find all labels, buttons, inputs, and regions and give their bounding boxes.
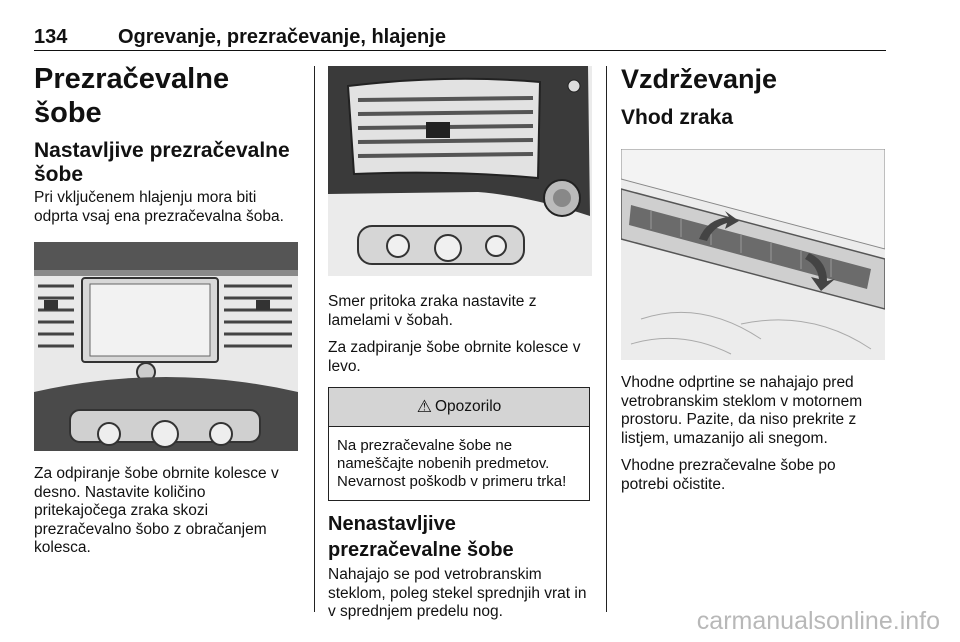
dashboard-vents-illustration — [34, 242, 298, 451]
body-paragraph: Za odpiranje šobe obrnite kolesce v desno. Nastavite količino pritekajočega zraka skozi prezračevalno šobo z obračanjem kolesca. — [34, 465, 279, 556]
warning-text: Na prezračevalne šobe ne nameščajte nobenih predmetov. Nevarnost poškodb v primeru trka! — [337, 437, 567, 490]
body-paragraph: Za zadpiranje šobe obrnite kolesce v levo. — [328, 339, 581, 375]
body-paragraph: Vhodne prezračevalne šobe po potrebi očistite. — [621, 457, 836, 493]
subsection-title: Vhod zraka — [621, 106, 734, 129]
intro-paragraph: Pri vključenem hlajenju mora biti odprta vsaj ena prezračevalna šoba. — [34, 189, 284, 225]
air-vent-closeup-illustration — [328, 66, 592, 276]
column-middle — [328, 62, 592, 622]
column-divider — [606, 66, 607, 612]
warning-header — [329, 388, 589, 427]
subsection-title: Nastavljive prezračevalne šobe — [34, 139, 290, 186]
column-right — [621, 62, 887, 494]
column-left — [34, 62, 300, 558]
body-paragraph: Vhodne odprtine se nahajajo pred vetrobranskim steklom v motornem prostoru. Pazite, da niso prekrite z listjem, umazanijo ali snegom. — [621, 374, 863, 447]
column-divider — [314, 66, 315, 612]
page-number: 134 — [34, 26, 68, 48]
warning-triangle-icon: ⚠ — [416, 397, 432, 416]
subsection-title: Nenastavljive prezračevalne šobe — [328, 513, 514, 561]
section-title: Vzdrževanje — [621, 64, 778, 94]
body-paragraph: Smer pritoka zraka nastavite z lamelami v šobah. — [328, 293, 537, 329]
warning-box — [328, 387, 590, 501]
page-header — [34, 22, 886, 51]
chapter-title: Ogrevanje, prezračevanje, hlajenje — [118, 26, 446, 48]
section-title: Prezračevalne šobe — [34, 63, 230, 129]
watermark-text: carmanualsonline.info — [696, 607, 940, 635]
air-inlet-illustration — [621, 149, 885, 360]
warning-label: Opozorilo — [434, 398, 502, 415]
body-paragraph: Nahajajo se pod vetrobranskim steklom, poleg stekel sprednjih vrat in v sprednjem predelu nog. — [328, 566, 587, 620]
